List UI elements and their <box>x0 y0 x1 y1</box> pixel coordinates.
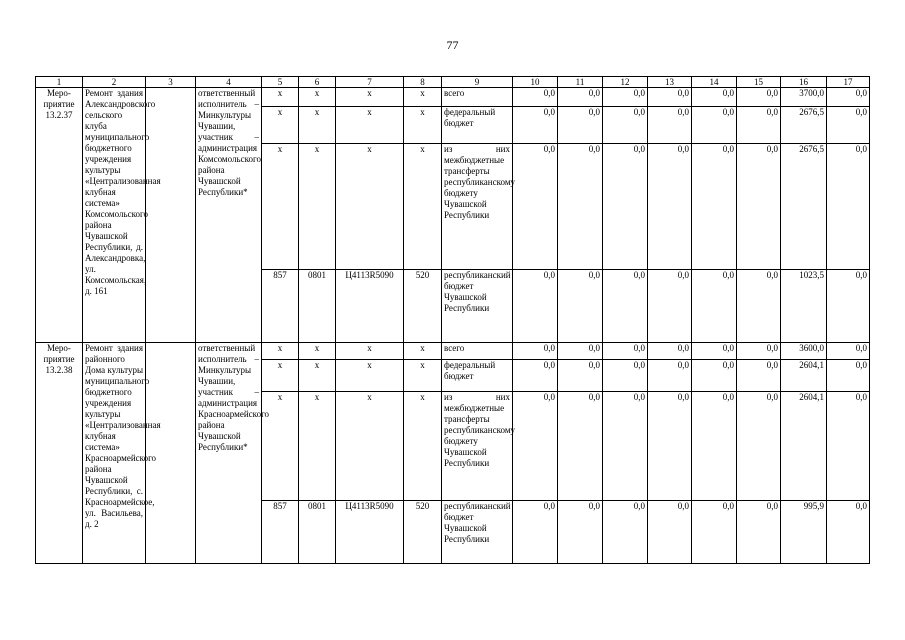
column-header: 5 <box>262 77 299 88</box>
value-cell: 0,0 <box>737 107 781 144</box>
code-cell: x <box>262 144 299 270</box>
value-cell: 0,0 <box>558 144 603 270</box>
code-cell: x <box>336 88 404 107</box>
value-cell: 0,0 <box>558 391 603 500</box>
event-number: Меро- приятие 13.2.38 <box>36 343 83 564</box>
value-cell: 0,0 <box>603 501 648 564</box>
column-header: 8 <box>404 77 442 88</box>
value-cell: 0,0 <box>737 144 781 270</box>
value-cell: 0,0 <box>603 270 648 343</box>
table-row <box>36 88 870 107</box>
event-number: Меро- приятие 13.2.37 <box>36 88 83 343</box>
code-cell: x <box>336 107 404 144</box>
value-cell: 0,0 <box>827 343 870 360</box>
page-number: 77 <box>446 38 459 52</box>
code-cell: 520 <box>404 270 442 343</box>
code-cell: 857 <box>262 501 299 564</box>
column-header: 15 <box>737 77 781 88</box>
value-cell: 0,0 <box>648 501 692 564</box>
value-cell: 0,0 <box>558 359 603 391</box>
value-cell: 0,0 <box>827 359 870 391</box>
value-cell: 0,0 <box>648 343 692 360</box>
column-header: 7 <box>336 77 404 88</box>
value-cell: 3600,0 <box>781 343 827 360</box>
value-cell: 2676,5 <box>781 107 827 144</box>
value-cell: 0,0 <box>827 107 870 144</box>
value-cell: 0,0 <box>513 144 558 270</box>
funding-source: всего <box>442 343 513 360</box>
code-cell: x <box>299 107 336 144</box>
value-cell: 0,0 <box>603 391 648 500</box>
column-header: 3 <box>146 77 196 88</box>
value-cell: 0,0 <box>513 391 558 500</box>
code-cell: x <box>299 391 336 500</box>
code-cell: x <box>336 144 404 270</box>
column-header: 6 <box>299 77 336 88</box>
code-cell: x <box>299 88 336 107</box>
column-header: 12 <box>603 77 648 88</box>
value-cell: 1023,5 <box>781 270 827 343</box>
value-cell: 0,0 <box>513 359 558 391</box>
code-cell: x <box>262 343 299 360</box>
table-row <box>36 343 870 360</box>
value-cell: 0,0 <box>648 359 692 391</box>
value-cell: 0,0 <box>558 107 603 144</box>
value-cell: 0,0 <box>827 391 870 500</box>
column-header: 4 <box>196 77 262 88</box>
funding-source: республиканский бюджет Чувашской Республики <box>442 501 513 564</box>
value-cell: 0,0 <box>558 501 603 564</box>
value-cell: 0,0 <box>692 391 737 500</box>
code-cell: 0801 <box>299 501 336 564</box>
code-cell: x <box>336 343 404 360</box>
value-cell: 0,0 <box>692 144 737 270</box>
code-cell: x <box>262 391 299 500</box>
code-cell: x <box>262 88 299 107</box>
value-cell: 0,0 <box>603 343 648 360</box>
funding-source: федеральный бюджет <box>442 359 513 391</box>
value-cell: 995,9 <box>781 501 827 564</box>
value-cell: 0,0 <box>737 359 781 391</box>
code-cell: x <box>336 359 404 391</box>
code-cell: x <box>404 391 442 500</box>
code-cell: 857 <box>262 270 299 343</box>
value-cell: 0,0 <box>513 107 558 144</box>
value-cell: 0,0 <box>558 270 603 343</box>
column-header: 2 <box>83 77 146 88</box>
value-cell: 0,0 <box>827 270 870 343</box>
funding-source: федеральный бюджет <box>442 107 513 144</box>
value-cell: 0,0 <box>692 343 737 360</box>
value-cell: 0,0 <box>692 88 737 107</box>
value-cell: 0,0 <box>648 144 692 270</box>
value-cell: 0,0 <box>692 501 737 564</box>
value-cell: 0,0 <box>558 343 603 360</box>
value-cell: 0,0 <box>737 501 781 564</box>
header-row <box>36 77 870 88</box>
value-cell: 0,0 <box>558 88 603 107</box>
value-cell: 0,0 <box>737 391 781 500</box>
funding-source: из них межбюджетные трансферты республиканскому бюджету Чувашской Республики <box>442 144 513 270</box>
value-cell: 0,0 <box>513 501 558 564</box>
value-cell: 0,0 <box>648 391 692 500</box>
value-cell: 0,0 <box>827 144 870 270</box>
event-description: Ремонт здания районного Дома культуры муниципального бюджетного учреждения культуры «Централизованная клубная система» Красноармейского района Чувашской Республики, с. Красноармейское, ул. Васильева, д. 2 <box>83 343 146 564</box>
value-cell: 0,0 <box>603 88 648 107</box>
code-cell: x <box>299 359 336 391</box>
event-description: Ремонт здания Александровского сельского клуба муниципального бюджетного учреждения культуры «Централизованная клубная система» Комсомольского района Чувашской Республики, д. Александровка, ул. Комсомольская, д. 161 <box>83 88 146 343</box>
code-cell: 520 <box>404 501 442 564</box>
column-header: 16 <box>781 77 827 88</box>
code-cell: x <box>262 107 299 144</box>
code-cell: x <box>336 391 404 500</box>
code-cell: x <box>404 343 442 360</box>
code-cell: x <box>404 359 442 391</box>
value-cell: 2604,1 <box>781 391 827 500</box>
code-cell: x <box>404 144 442 270</box>
code-cell: x <box>404 107 442 144</box>
code-cell: Ц4113R5090 <box>336 501 404 564</box>
value-cell: 0,0 <box>827 501 870 564</box>
responsible-executor: ответственный исполнитель – Минкультуры Чувашии, участник – администрация Красноармейского района Чувашской Республики* <box>196 343 262 564</box>
value-cell: 0,0 <box>737 88 781 107</box>
column-header: 10 <box>513 77 558 88</box>
value-cell: 0,0 <box>648 270 692 343</box>
column-header: 1 <box>36 77 83 88</box>
value-cell: 0,0 <box>603 359 648 391</box>
column-header: 11 <box>558 77 603 88</box>
funding-source: республиканский бюджет Чувашской Республики <box>442 270 513 343</box>
value-cell: 0,0 <box>827 88 870 107</box>
value-cell: 0,0 <box>692 270 737 343</box>
empty-cell <box>146 88 196 343</box>
code-cell: x <box>299 144 336 270</box>
column-header: 9 <box>442 77 513 88</box>
value-cell: 0,0 <box>737 270 781 343</box>
budget-table <box>35 76 870 564</box>
value-cell: 0,0 <box>692 107 737 144</box>
column-header: 17 <box>827 77 870 88</box>
value-cell: 0,0 <box>648 107 692 144</box>
value-cell: 0,0 <box>692 359 737 391</box>
funding-source: из них межбюджетные трансферты республиканскому бюджету Чувашской Республики <box>442 391 513 500</box>
code-cell: x <box>404 88 442 107</box>
value-cell: 0,0 <box>513 270 558 343</box>
code-cell: x <box>299 343 336 360</box>
value-cell: 0,0 <box>513 343 558 360</box>
code-cell: x <box>262 359 299 391</box>
value-cell: 0,0 <box>603 144 648 270</box>
value-cell: 0,0 <box>513 88 558 107</box>
value-cell: 0,0 <box>603 107 648 144</box>
code-cell: 0801 <box>299 270 336 343</box>
value-cell: 0,0 <box>737 343 781 360</box>
value-cell: 0,0 <box>648 88 692 107</box>
value-cell: 2604,1 <box>781 359 827 391</box>
responsible-executor: ответственный исполнитель – Минкультуры Чувашии, участник – администрация Комсомольского района Чувашской Республики* <box>196 88 262 343</box>
column-header: 14 <box>692 77 737 88</box>
column-header: 13 <box>648 77 692 88</box>
value-cell: 2676,5 <box>781 144 827 270</box>
value-cell: 3700,0 <box>781 88 827 107</box>
code-cell: Ц4113R5090 <box>336 270 404 343</box>
funding-source: всего <box>442 88 513 107</box>
